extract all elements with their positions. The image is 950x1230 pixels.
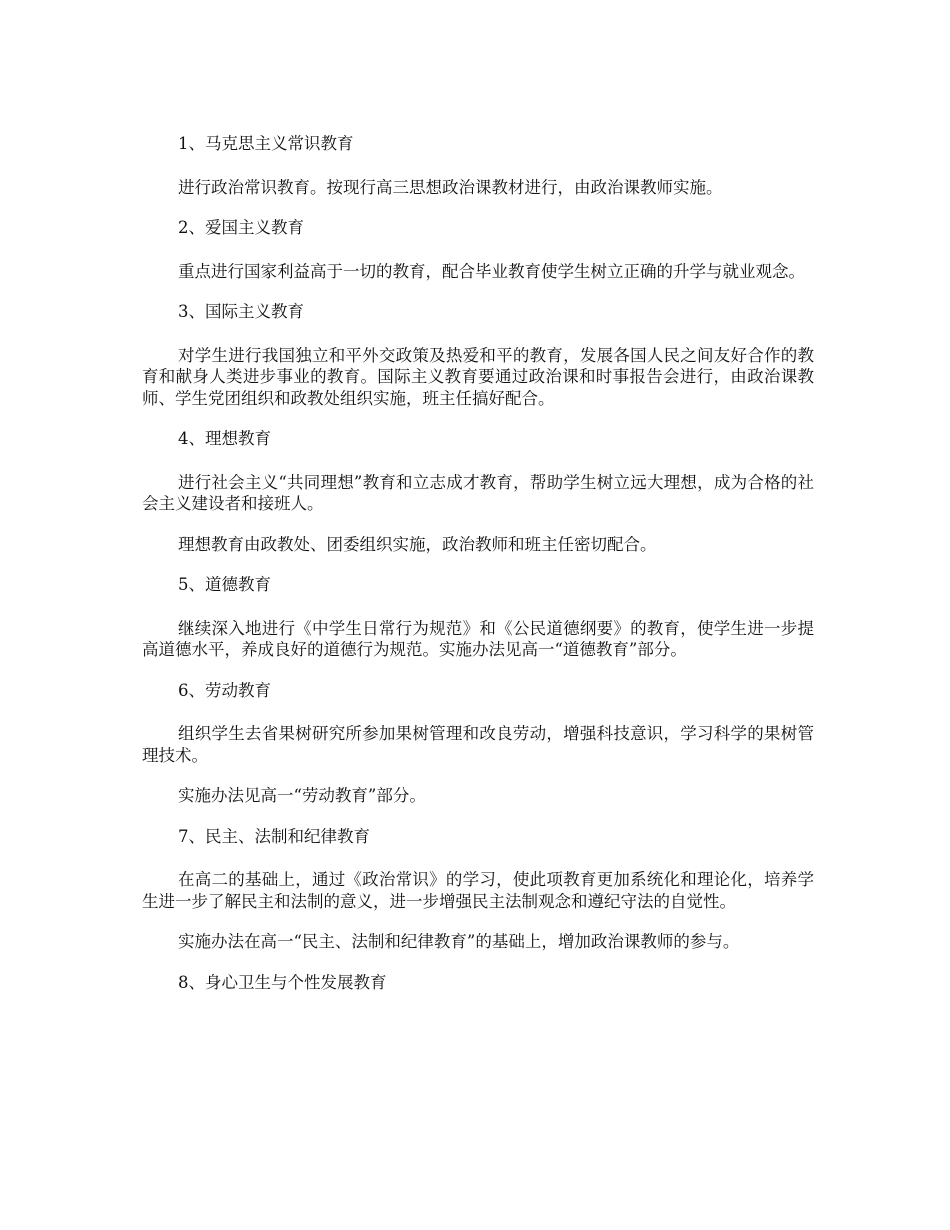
body-paragraph: 实施办法在高一“民主、法制和纪律教育”的基础上，增加政治课教师的参与。 xyxy=(178,932,740,951)
body-paragraph: 继续深入地进行《中学生日常行为规范》和《公民道德纲要》的教育，使学生进一步提高道德水平，养成良好的道德行为规范。实施办法见高一“道德教育”部分。 xyxy=(142,618,814,659)
section-heading: 2、爱国主义教育 xyxy=(178,218,304,237)
body-paragraph: 进行社会主义“共同理想”教育和立志成才教育，帮助学生树立远大理想，成为合格的社会主义建设者和接班人。 xyxy=(142,472,814,513)
section-heading: 5、道德教育 xyxy=(178,575,271,594)
body-paragraph: 对学生进行我国独立和平外交政策及热爱和平的教育，发展各国人民之间友好合作的教育和献身人类进步事业的教育。国际主义教育要通过政治课和时事报告会进行，由政治课教师、学生党团组织和政教处组织实施，班主任搞好配合。 xyxy=(142,345,814,408)
body-paragraph: 实施办法见高一“劳动教育”部分。 xyxy=(178,786,426,805)
section-heading: 1、马克思主义常识教育 xyxy=(178,134,354,153)
section-heading: 4、理想教育 xyxy=(178,429,271,448)
body-paragraph: 在高二的基础上，通过《政治常识》的学习，使此项教育更加系统化和理论化，培养学生进一步了解民主和法制的意义，进一步增强民主法制观念和遵纪守法的自觉性。 xyxy=(142,870,814,911)
section-heading: 6、劳动教育 xyxy=(178,680,271,700)
body-paragraph: 理想教育由政教处、团委组织实施，政治教师和班主任密切配合。 xyxy=(178,534,657,554)
section-heading: 7、民主、法制和纪律教育 xyxy=(178,826,370,846)
body-paragraph: 进行政治常识教育。按现行高三思想政治课教材进行，由政治课教师实施。 xyxy=(178,177,723,197)
section-heading: 3、国际主义教育 xyxy=(178,302,304,321)
document-page xyxy=(142,133,814,1015)
section-heading: 8、身心卫生与个性发展教育 xyxy=(178,972,387,992)
body-paragraph: 组织学生去省果树研究所参加果树管理和改良劳动，增强科技意识，学习科学的果树管理技术。 xyxy=(142,724,814,765)
body-paragraph: 重点进行国家利益高于一切的教育，配合毕业教育使学生树立正确的升学与就业观念。 xyxy=(178,261,805,281)
